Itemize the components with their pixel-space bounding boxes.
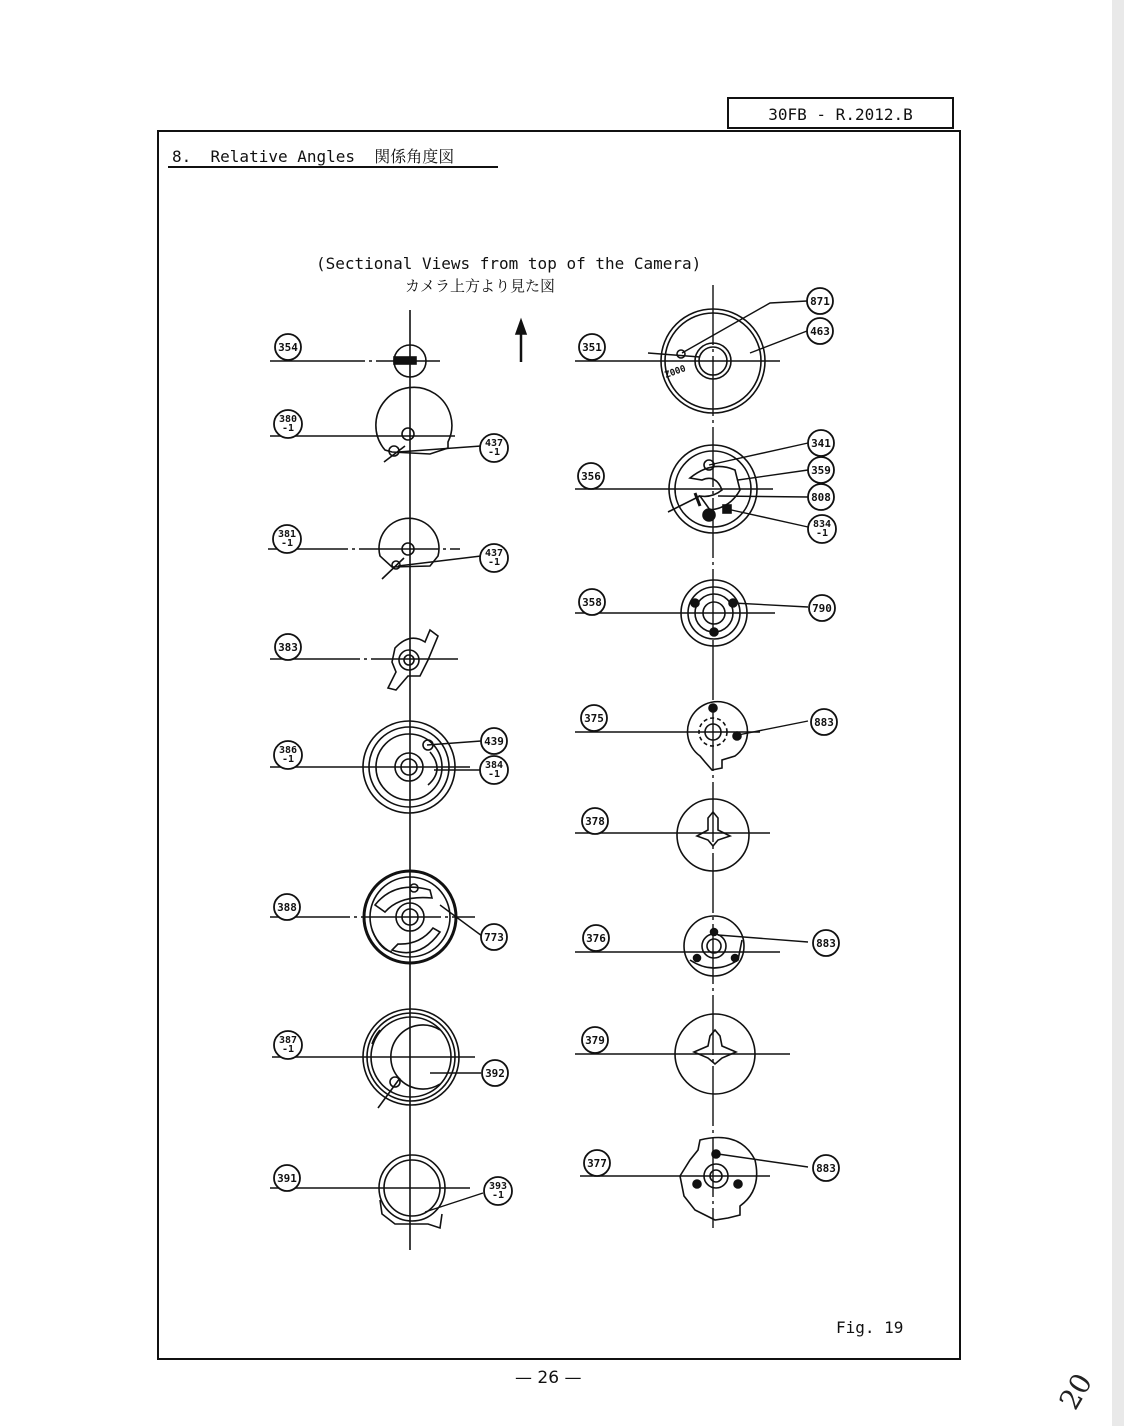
left-part-callout-3 <box>273 525 301 553</box>
left-sub-callout-4 <box>480 756 508 784</box>
left-part-callout-text: 383 <box>278 641 298 654</box>
right-sub-callout-9 <box>813 930 839 956</box>
part-387-drawing <box>272 1009 475 1108</box>
left-part-callout-6 <box>274 894 300 920</box>
left-part-callout-text: 391 <box>277 1172 297 1185</box>
right-part-callout-text: 358 <box>582 596 602 609</box>
right-sub-callout-text: 834 <box>812 519 832 530</box>
left-sub-callout-text: 384 <box>484 760 504 771</box>
right-part-callout-text: 351 <box>582 341 602 354</box>
left-sub-callout-text: 392 <box>485 1067 505 1080</box>
part-386-drawing <box>270 721 470 813</box>
right-part-callout-3 <box>579 589 605 615</box>
right-sub-callout-text: 883 <box>816 1162 836 1175</box>
right-part-callout-7 <box>582 1027 608 1053</box>
left-sub-callout-5 <box>481 924 507 950</box>
part-388-drawing <box>270 871 475 963</box>
right-sub-callout-text: 341 <box>811 437 831 450</box>
part-356-drawing <box>575 445 773 533</box>
right-part-callout-5 <box>582 808 608 834</box>
right-sub-callout-text: 808 <box>811 491 831 504</box>
right-sub-callout-text: 790 <box>812 602 832 615</box>
left-sub-callout-3 <box>481 728 507 754</box>
part-379-drawing <box>575 1014 790 1094</box>
left-sub-callout-text: 773 <box>484 931 504 944</box>
right-part-callout-6 <box>583 925 609 951</box>
part-377-drawing <box>580 1138 770 1221</box>
part-351-engraving: Z000 <box>663 364 688 381</box>
left-sub-callout-text: 439 <box>484 735 504 748</box>
left-part-callout-7 <box>274 1031 302 1059</box>
left-sub-callout-6 <box>482 1060 508 1086</box>
right-part-callout-text: 376 <box>586 932 606 945</box>
left-sub-callout-text: -1 <box>491 1190 505 1201</box>
right-part-callout-text: 375 <box>584 712 604 725</box>
left-part-callout-text: -1 <box>281 423 295 434</box>
left-part-callout-5 <box>274 741 302 769</box>
right-part-callout-2 <box>578 463 604 489</box>
right-sub-callout-text: 871 <box>810 295 830 308</box>
left-part-callout-text: 386 <box>278 745 298 756</box>
leader-lines <box>398 301 808 1212</box>
right-part-callout-1 <box>579 334 605 360</box>
part-351-drawing <box>575 309 780 413</box>
left-part-callout-text: -1 <box>281 1044 295 1055</box>
callout-layer <box>273 288 839 1205</box>
left-part-callout-text: 388 <box>277 901 297 914</box>
part-378-drawing <box>575 799 770 871</box>
right-part-callout-text: 378 <box>585 815 605 828</box>
right-sub-callout-10 <box>813 1155 839 1181</box>
left-part-callout-8 <box>274 1165 300 1191</box>
right-sub-callout-text: 359 <box>811 464 831 477</box>
left-sub-callout-text: 437 <box>484 438 504 449</box>
left-part-callout-text: 380 <box>278 414 298 425</box>
right-sub-callout-7 <box>809 595 835 621</box>
left-sub-callout-text: -1 <box>487 557 501 568</box>
left-sub-callout-text: -1 <box>487 447 501 458</box>
left-part-callout-4 <box>275 634 301 660</box>
right-sub-callout-4 <box>808 457 834 483</box>
handwritten-page-mark: 20 <box>1052 1367 1100 1416</box>
right-sub-callout-8 <box>811 709 837 735</box>
left-sub-callout-text: 393 <box>488 1181 508 1192</box>
left-part-callout-text: -1 <box>280 538 294 549</box>
subtitle-japanese: カメラ上方より見た図 <box>405 277 556 295</box>
right-sub-callout-1 <box>807 288 833 314</box>
left-part-callout-2 <box>274 410 302 438</box>
left-sub-callout-1 <box>480 434 508 462</box>
subtitle-english: (Sectional Views from top of the Camera) <box>316 254 702 273</box>
left-part-callout-text: -1 <box>281 754 295 765</box>
figure-label: Fig. 19 <box>836 1318 904 1337</box>
right-sub-callout-5 <box>808 484 834 510</box>
right-part-callout-text: 356 <box>581 470 601 483</box>
right-part-callout-8 <box>584 1150 610 1176</box>
left-part-callout-text: 354 <box>278 341 298 354</box>
right-sub-callout-6 <box>808 515 836 543</box>
top-direction-arrow <box>516 320 526 362</box>
left-part-callout-text: 381 <box>277 529 297 540</box>
part-391-drawing <box>270 1155 470 1228</box>
right-sub-callout-text: 883 <box>814 716 834 729</box>
right-sub-callout-text: 883 <box>816 937 836 950</box>
right-part-callout-text: 379 <box>585 1034 605 1047</box>
section-title: 8. Relative Angles 関係角度図 <box>172 147 455 166</box>
right-part-callout-4 <box>581 705 607 731</box>
left-sub-callout-7 <box>484 1177 512 1205</box>
left-sub-callout-text: -1 <box>487 769 501 780</box>
left-part-callout-1 <box>275 334 301 360</box>
part-358-drawing <box>575 580 775 646</box>
right-sub-callout-text: -1 <box>815 528 829 539</box>
right-sub-callout-2 <box>807 318 833 344</box>
right-sub-callout-text: 463 <box>810 325 830 338</box>
left-part-callout-text: 387 <box>278 1035 298 1046</box>
document-code: 30FB - R.2012.B <box>768 105 913 124</box>
right-sub-callout-3 <box>808 430 834 456</box>
left-sub-callout-text: 437 <box>484 548 504 559</box>
right-part-callout-text: 377 <box>587 1157 607 1170</box>
page-number: — 26 — <box>515 1368 582 1388</box>
left-sub-callout-2 <box>480 544 508 572</box>
